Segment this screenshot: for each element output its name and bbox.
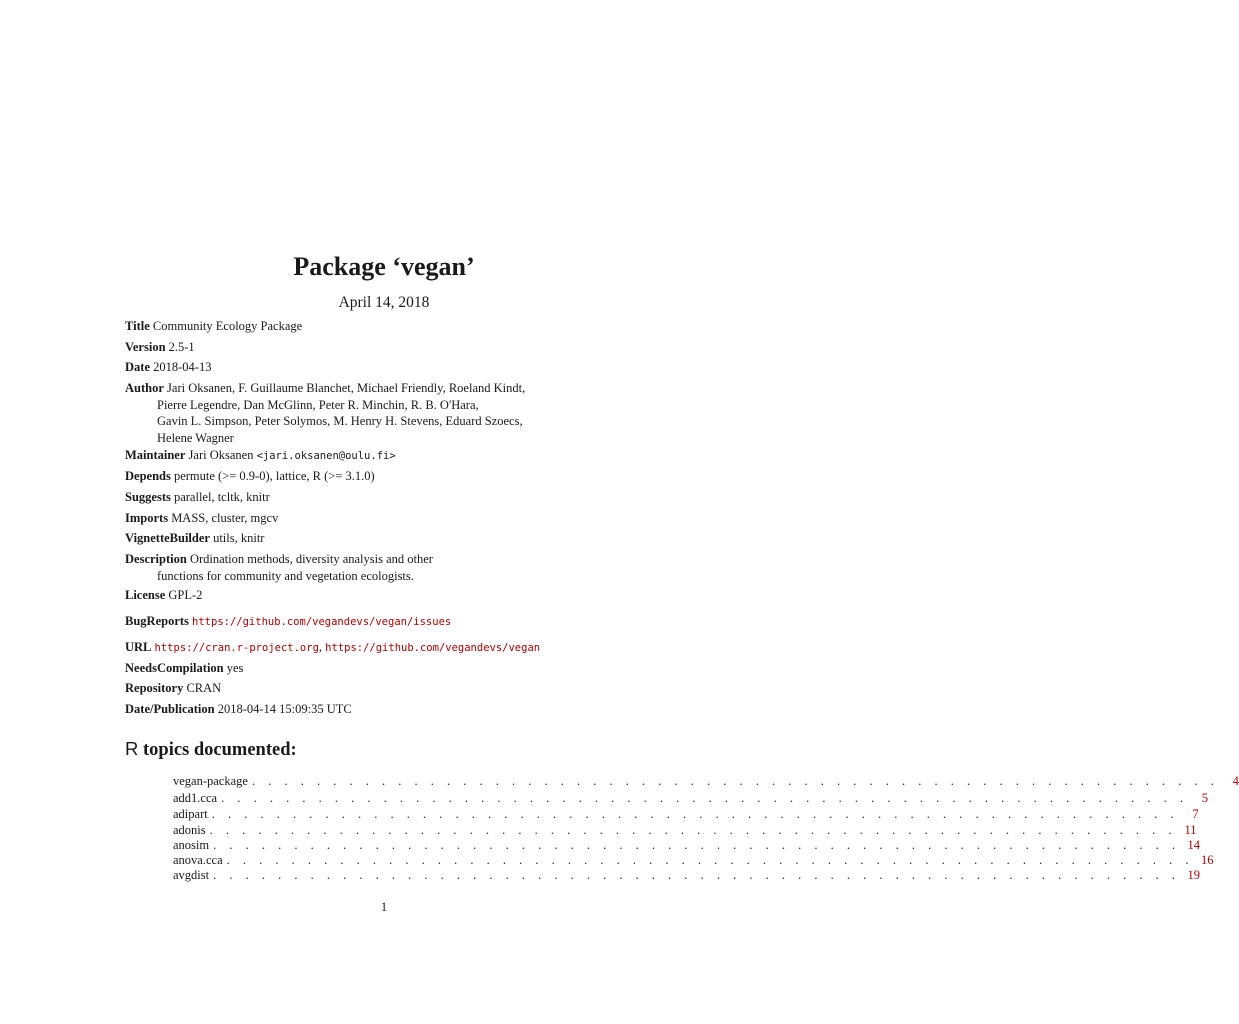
toc-entry-add1-cca[interactable] [173, 790, 1208, 806]
page-number: 1 [380, 900, 388, 914]
field-imports-key: Imports [125, 511, 169, 525]
field-needs-compilation-value: yes [226, 661, 244, 675]
field-author [125, 380, 685, 446]
toc-entry-avgdist[interactable] [173, 867, 1200, 883]
toc-page-link[interactable]: 5 [1201, 791, 1208, 805]
field-url [125, 639, 685, 657]
toc-heading [125, 736, 297, 763]
field-author-key: Author [125, 381, 164, 395]
field-depends-value: permute (>= 0.9-0), lattice, R (>= 3.1.0) [173, 469, 375, 483]
field-version-value: 2.5-1 [168, 340, 195, 354]
field-description-line: functions for community and vegetation ecologists. [157, 568, 414, 583]
toc-heading-text: topics documented: [138, 740, 297, 760]
toc-page-link[interactable]: 11 [1184, 823, 1197, 837]
package-title: Package ‘vegan’ [293, 252, 475, 281]
toc-leader: . . . . . . . . . . . . . . . . . . . . . . . . . . . . . . . . . . . . . . . . . . . . . . . . . . . . . . . . . . . . [251, 774, 1219, 788]
toc-entry-anova-cca[interactable] [173, 852, 1214, 868]
toc-heading-r: R [125, 738, 139, 759]
field-vignette-builder-key: VignetteBuilder [125, 531, 210, 545]
field-bug-reports [125, 613, 685, 631]
field-suggests-key: Suggests [125, 490, 171, 504]
toc-leader: . . . . . . . . . . . . . . . . . . . . . . . . . . . . . . . . . . . . . . . . . . . . . . . . . . . . . . . . . . . . [221, 791, 1188, 805]
toc-page-link[interactable]: 7 [1192, 807, 1199, 821]
document-date: April 14, 2018 [338, 294, 430, 311]
toc-entry-anosim[interactable] [173, 837, 1200, 853]
toc-leader: . . . . . . . . . . . . . . . . . . . . . . . . . . . . . . . . . . . . . . . . . . . . . . . . . . . . . . . . . . . . [213, 868, 1180, 882]
field-description-key: Description [125, 552, 187, 566]
field-license-key: License [125, 588, 166, 602]
field-author-line: Gavin L. Simpson, Peter Solymos, M. Henry H. Stevens, Eduard Szoecs, [157, 414, 523, 428]
field-title-value: Community Ecology Package [152, 319, 303, 333]
field-imports-value: MASS, cluster, mgcv [171, 511, 279, 525]
toc-entry-name: anova.cca [173, 853, 223, 867]
field-repository-key: Repository [125, 681, 184, 695]
field-author-line: Pierre Legendre, Dan McGlinn, Peter R. Minchin, R. B. O'Hara, [157, 397, 479, 412]
field-date-publication [125, 701, 685, 718]
field-needs-compilation [125, 660, 685, 677]
field-repository [125, 680, 685, 697]
toc-leader: . . . . . . . . . . . . . . . . . . . . . . . . . . . . . . . . . . . . . . . . . . . . . . . . . . . . . . . . . . . . [226, 853, 1194, 867]
field-license [125, 587, 685, 604]
toc-entry-vegan-package[interactable] [173, 773, 1239, 789]
github-url-link[interactable]: https://github.com/vegandevs/vegan [325, 642, 541, 654]
field-date-value: 2018-04-13 [153, 360, 212, 374]
toc-entry-name: avgdist [173, 868, 210, 882]
toc-page-link[interactable]: 19 [1187, 868, 1200, 882]
field-vignette-builder-value: utils, knitr [213, 531, 265, 545]
field-imports [125, 510, 685, 527]
field-license-value: GPL-2 [168, 588, 203, 602]
field-repository-value: CRAN [186, 681, 222, 695]
toc-leader: . . . . . . . . . . . . . . . . . . . . . . . . . . . . . . . . . . . . . . . . . . . . . . . . . . . . . . . . . . . . [211, 807, 1179, 821]
toc-leader: . . . . . . . . . . . . . . . . . . . . . . . . . . . . . . . . . . . . . . . . . . . . . . . . . . . . . . . . . . . . [213, 838, 1180, 852]
field-depends-key: Depends [125, 469, 171, 483]
field-maintainer [125, 447, 685, 465]
field-bug-reports-key: BugReports [125, 614, 189, 628]
field-date [125, 359, 685, 376]
toc-entry-name: adipart [173, 807, 208, 821]
field-url-key: URL [125, 640, 152, 654]
toc-entry-name: add1.cca [173, 791, 218, 805]
field-author-line: Helene Wagner [157, 430, 234, 445]
toc-entry-name: vegan-package [173, 774, 248, 788]
cran-url-link[interactable]: https://cran.r-project.org [154, 642, 319, 654]
field-depends [125, 468, 685, 485]
field-author-line: Jari Oksanen, F. Guillaume Blanchet, Michael Friendly, Roeland Kindt, [167, 381, 526, 395]
field-maintainer-name: Jari Oksanen [188, 448, 254, 462]
field-date-key: Date [125, 360, 150, 374]
toc-leader: . . . . . . . . . . . . . . . . . . . . . . . . . . . . . . . . . . . . . . . . . . . . . . . . . . . . . . . . . . . . [209, 823, 1177, 837]
toc-page-link[interactable]: 16 [1201, 853, 1214, 867]
toc-entry-name: adonis [173, 823, 206, 837]
field-description [125, 551, 685, 584]
field-description-line: Ordination methods, diversity analysis and other [189, 552, 433, 566]
field-suggests-value: parallel, tcltk, knitr [173, 490, 270, 504]
toc-entry-adonis[interactable] [173, 822, 1197, 838]
field-date-publication-value: 2018-04-14 15:09:35 UTC [217, 702, 352, 716]
field-maintainer-key: Maintainer [125, 448, 186, 462]
field-title [125, 318, 685, 335]
field-vignette-builder [125, 530, 685, 547]
toc-entry-adipart[interactable] [173, 806, 1199, 822]
field-date-publication-key: Date/Publication [125, 702, 215, 716]
field-version-key: Version [125, 340, 166, 354]
field-suggests [125, 489, 685, 506]
toc-page-link[interactable]: 4 [1232, 774, 1239, 788]
toc-page-link[interactable]: 14 [1187, 838, 1200, 852]
bug-reports-link[interactable]: https://github.com/vegandevs/vegan/issues [192, 616, 452, 628]
field-needs-compilation-key: NeedsCompilation [125, 661, 224, 675]
field-title-key: Title [125, 319, 150, 333]
field-maintainer-email: <jari.oksanen@oulu.fi> [256, 450, 396, 462]
field-version [125, 339, 685, 356]
toc-entry-name: anosim [173, 838, 210, 852]
url-separator: , [318, 640, 323, 654]
